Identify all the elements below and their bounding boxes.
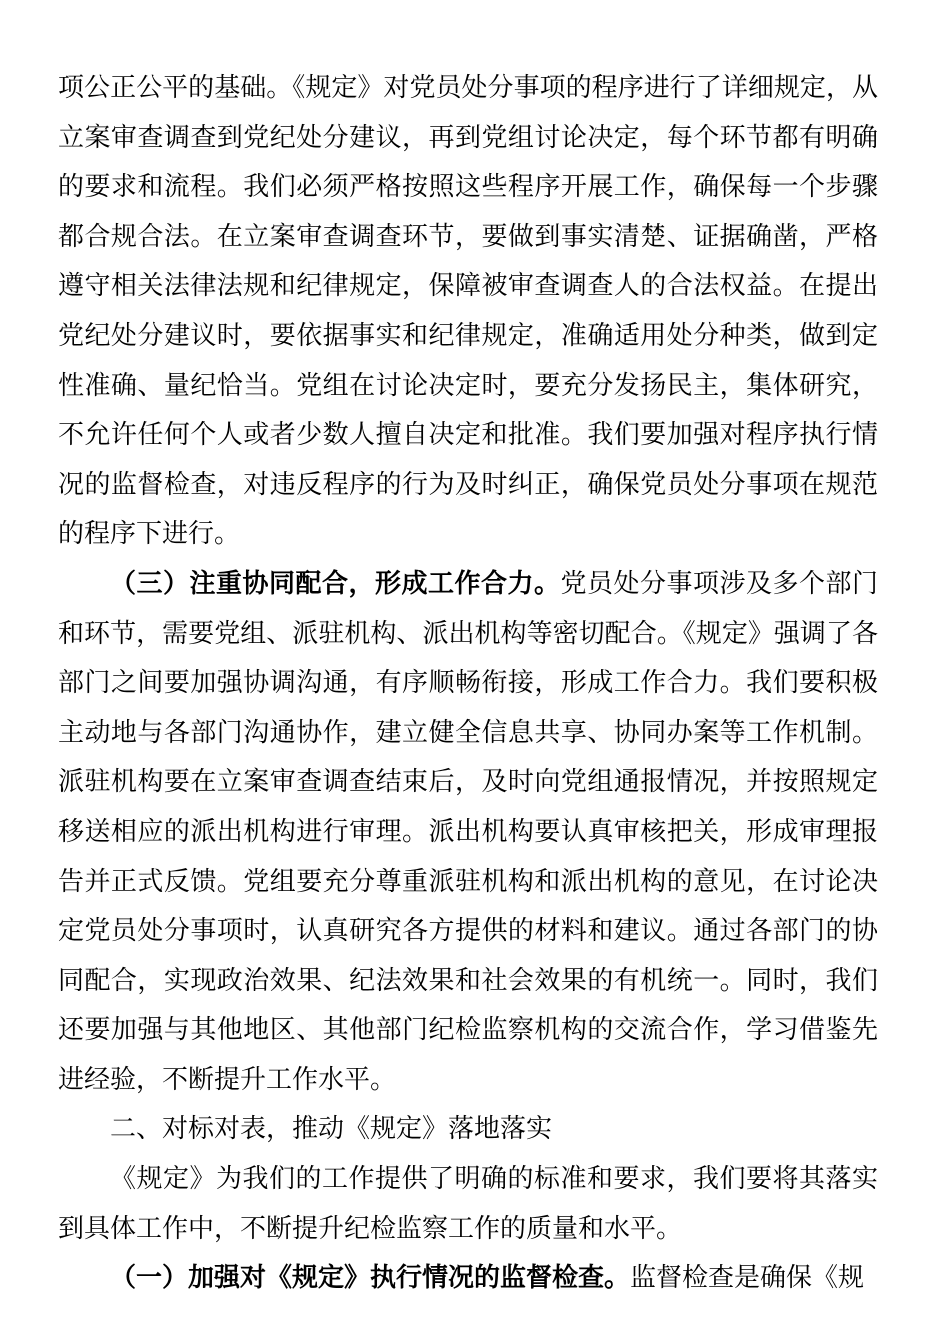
paragraph-lead-bold: （三）注重协同配合，形成工作合力。 <box>110 568 561 599</box>
section-heading: 二、对标对表，推动《规定》落地落实 <box>110 1114 553 1145</box>
paragraph-coordination <box>58 560 878 1106</box>
paragraph-text: 党员处分事项涉及多个部门和环节，需要党组、派驻机构、派出机构等密切配合。《规定》强调了各部门之间要加强协调沟通，有序顺畅衔接，形成工作合力。我们要积极主动地与各部门沟通协作，建立健全信息共享、协同办案等工作机制。派驻机构要在立案审查调查结束后，及时向党组通报情况，并按照规定移送相应的派出机构进行审理。派出机构要认真审核把关，形成审理报告并正式反馈。党组要充分尊重派驻机构和派出机构的意见，在讨论决定党员处分事项时，认真研究各方提供的材料和建议。通过各部门的协同配合，实现政治效果、纪法效果和社会效果的有机统一。同时，我们还要加强与其他地区、其他部门纪检监察机构的交流合作，学习借鉴先进经验，不断提升工作水平。 <box>58 568 878 1095</box>
paragraph-procedure <box>58 64 878 560</box>
paragraph-text: 项公正公平的基础。《规定》对党员处分事项的程序进行了详细规定，从立案审查调查到党纪处分建议，再到党组讨论决定，每个环节都有明确的要求和流程。我们必须严格按照这些程序开展工作，确保每一个步骤都合规合法。在立案审查调查环节，要做到事实清楚、证据确凿，严格遵守相关法律法规和纪律规定，保障被审查调查人的合法权益。在提出党纪处分建议时，要依据事实和纪律规定，准确适用处分种类，做到定性准确、量纪恰当。党组在讨论决定时，要充分发扬民主，集体研究，不允许任何个人或者少数人擅自决定和批准。我们要加强对程序执行情况的监督检查，对违反程序的行为及时纠正，确保党员处分事项在规范的程序下进行。 <box>58 73 878 550</box>
paragraph-text: 《规定》为我们的工作提供了明确的标准和要求，我们要将其落实到具体工作中，不断提升纪检监察工作的质量和水平。 <box>58 1164 878 1244</box>
paragraph-text: 监督检查是确保《规 <box>630 1263 865 1294</box>
document-page <box>58 64 878 1304</box>
paragraph-lead-bold: （一）加强对《规定》执行情况的监督检查。 <box>110 1263 631 1294</box>
paragraph-supervision <box>58 1254 878 1304</box>
paragraph-standards <box>58 1155 878 1254</box>
